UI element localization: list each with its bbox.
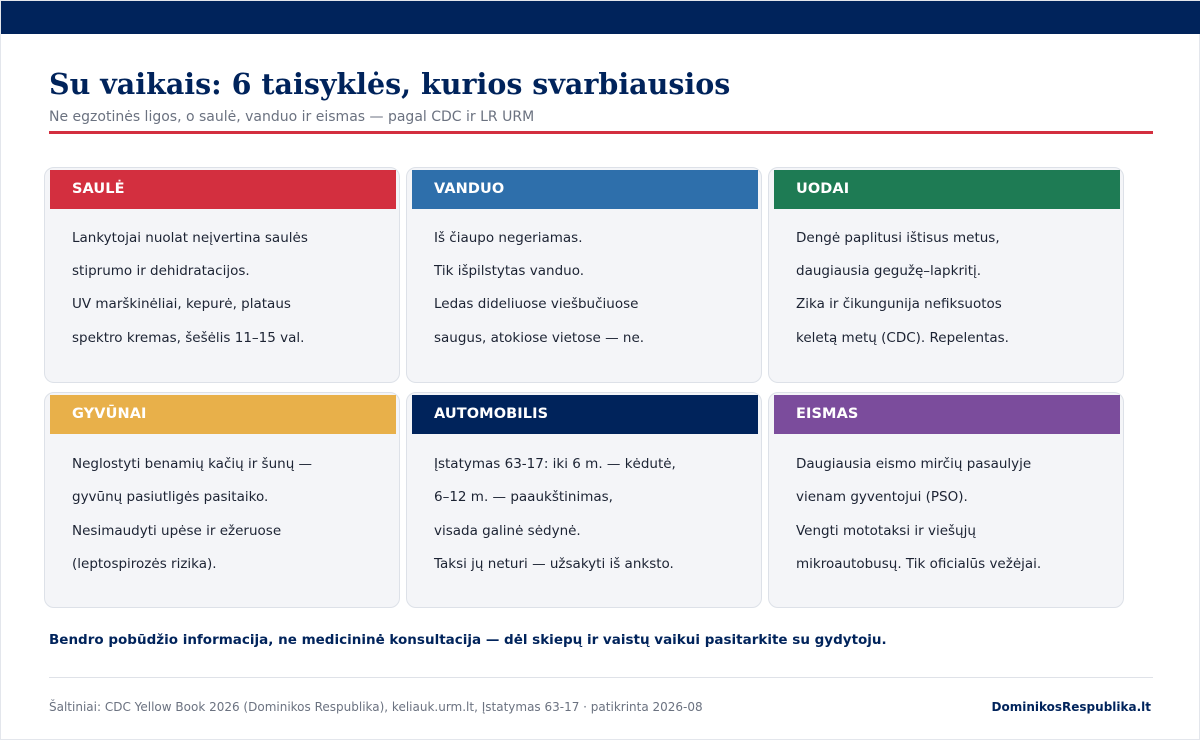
card-title: GYVŪNAI	[72, 406, 147, 422]
card-header	[774, 395, 1120, 434]
card-text-line: saugus, atokiose vietose — ne.	[434, 330, 645, 346]
card-text-line: vienam gyventojui (PSO).	[796, 489, 968, 505]
card-text-line: Neglostyti benamių kačių ir šunų —	[72, 456, 313, 472]
card-text-line: Lankytojai nuolat neįvertina saulės	[72, 230, 308, 246]
card-text-line: UV marškinėliai, kepurė, plataus	[72, 296, 291, 312]
card-text-line: Ledas dideliuose viešbučiuose	[434, 296, 639, 312]
card-header	[50, 395, 396, 434]
footer-divider	[49, 677, 1153, 678]
card-title: EISMAS	[796, 406, 859, 422]
card-text-line: keletą metų (CDC). Repelentas.	[796, 330, 1009, 346]
card-text-line: Zika ir čikungunija nefiksuotos	[796, 296, 1002, 312]
sources-text: Šaltiniai: CDC Yellow Book 2026 (Dominikos Respublika), keliauk.urm.lt, Įstatymas 63-17 · patikrinta 2026-08	[49, 700, 703, 714]
card-text-line: daugiausia gegužę–lapkritį.	[796, 263, 982, 279]
top-bar	[1, 1, 1200, 34]
title-divider	[49, 131, 1153, 134]
card-text-line: mikroautobusų. Tik oficialūs vežėjai.	[796, 556, 1042, 572]
card-text-line: Vengti mototaksi ir viešųjų	[796, 523, 976, 539]
card-text-line: Iš čiaupo negeriamas.	[434, 230, 583, 246]
card-title: VANDUO	[434, 181, 505, 197]
card-automobilis	[406, 392, 762, 608]
card-header	[412, 170, 758, 209]
card-title: UODAI	[796, 181, 850, 197]
card-text-line: visada galinė sėdynė.	[434, 523, 581, 539]
card-eismas	[768, 392, 1124, 608]
page-subtitle: Ne egzotinės ligos, o saulė, vanduo ir eismas — pagal CDC ir LR URM	[49, 109, 535, 125]
card-text-line: gyvūnų pasiutligės pasitaiko.	[72, 489, 269, 505]
card-vanduo	[406, 167, 762, 383]
card-text-line: spektro kremas, šešėlis 11–15 val.	[72, 330, 305, 346]
card-uodai	[768, 167, 1124, 383]
page-title: Su vaikais: 6 taisyklės, kurios svarbiausios	[49, 67, 731, 101]
card-title: AUTOMOBILIS	[434, 406, 549, 422]
disclaimer-text: Bendro pobūdžio informacija, ne medicininė konsultacija — dėl skiepų ir vaistų vaikui pasitarkite su gydytoju.	[49, 632, 887, 648]
card-header	[50, 170, 396, 209]
card-text-line: 6–12 m. — paaukštinimas,	[434, 489, 613, 505]
card-title: SAULĖ	[72, 181, 125, 197]
card-text-line: Dengė paplitusi ištisus metus,	[796, 230, 1000, 246]
card-text-line: Taksi jų neturi — užsakyti iš anksto.	[434, 556, 674, 572]
brand-link[interactable]: DominikosRespublika.lt	[991, 700, 1151, 714]
card-text-line: Įstatymas 63-17: iki 6 m. — kėdutė,	[434, 456, 676, 472]
card-header	[412, 395, 758, 434]
card-text-line: (leptospirozės rizika).	[72, 556, 217, 572]
card-text-line: Tik išpilstytas vanduo.	[434, 263, 585, 279]
card-saule	[44, 167, 400, 383]
card-text-line: Nesimaudyti upėse ir ežeruose	[72, 523, 282, 539]
card-header	[774, 170, 1120, 209]
card-text-line: Daugiausia eismo mirčių pasaulyje	[796, 456, 1032, 472]
card-text-line: stiprumo ir dehidratacijos.	[72, 263, 250, 279]
card-gyvunai	[44, 392, 400, 608]
